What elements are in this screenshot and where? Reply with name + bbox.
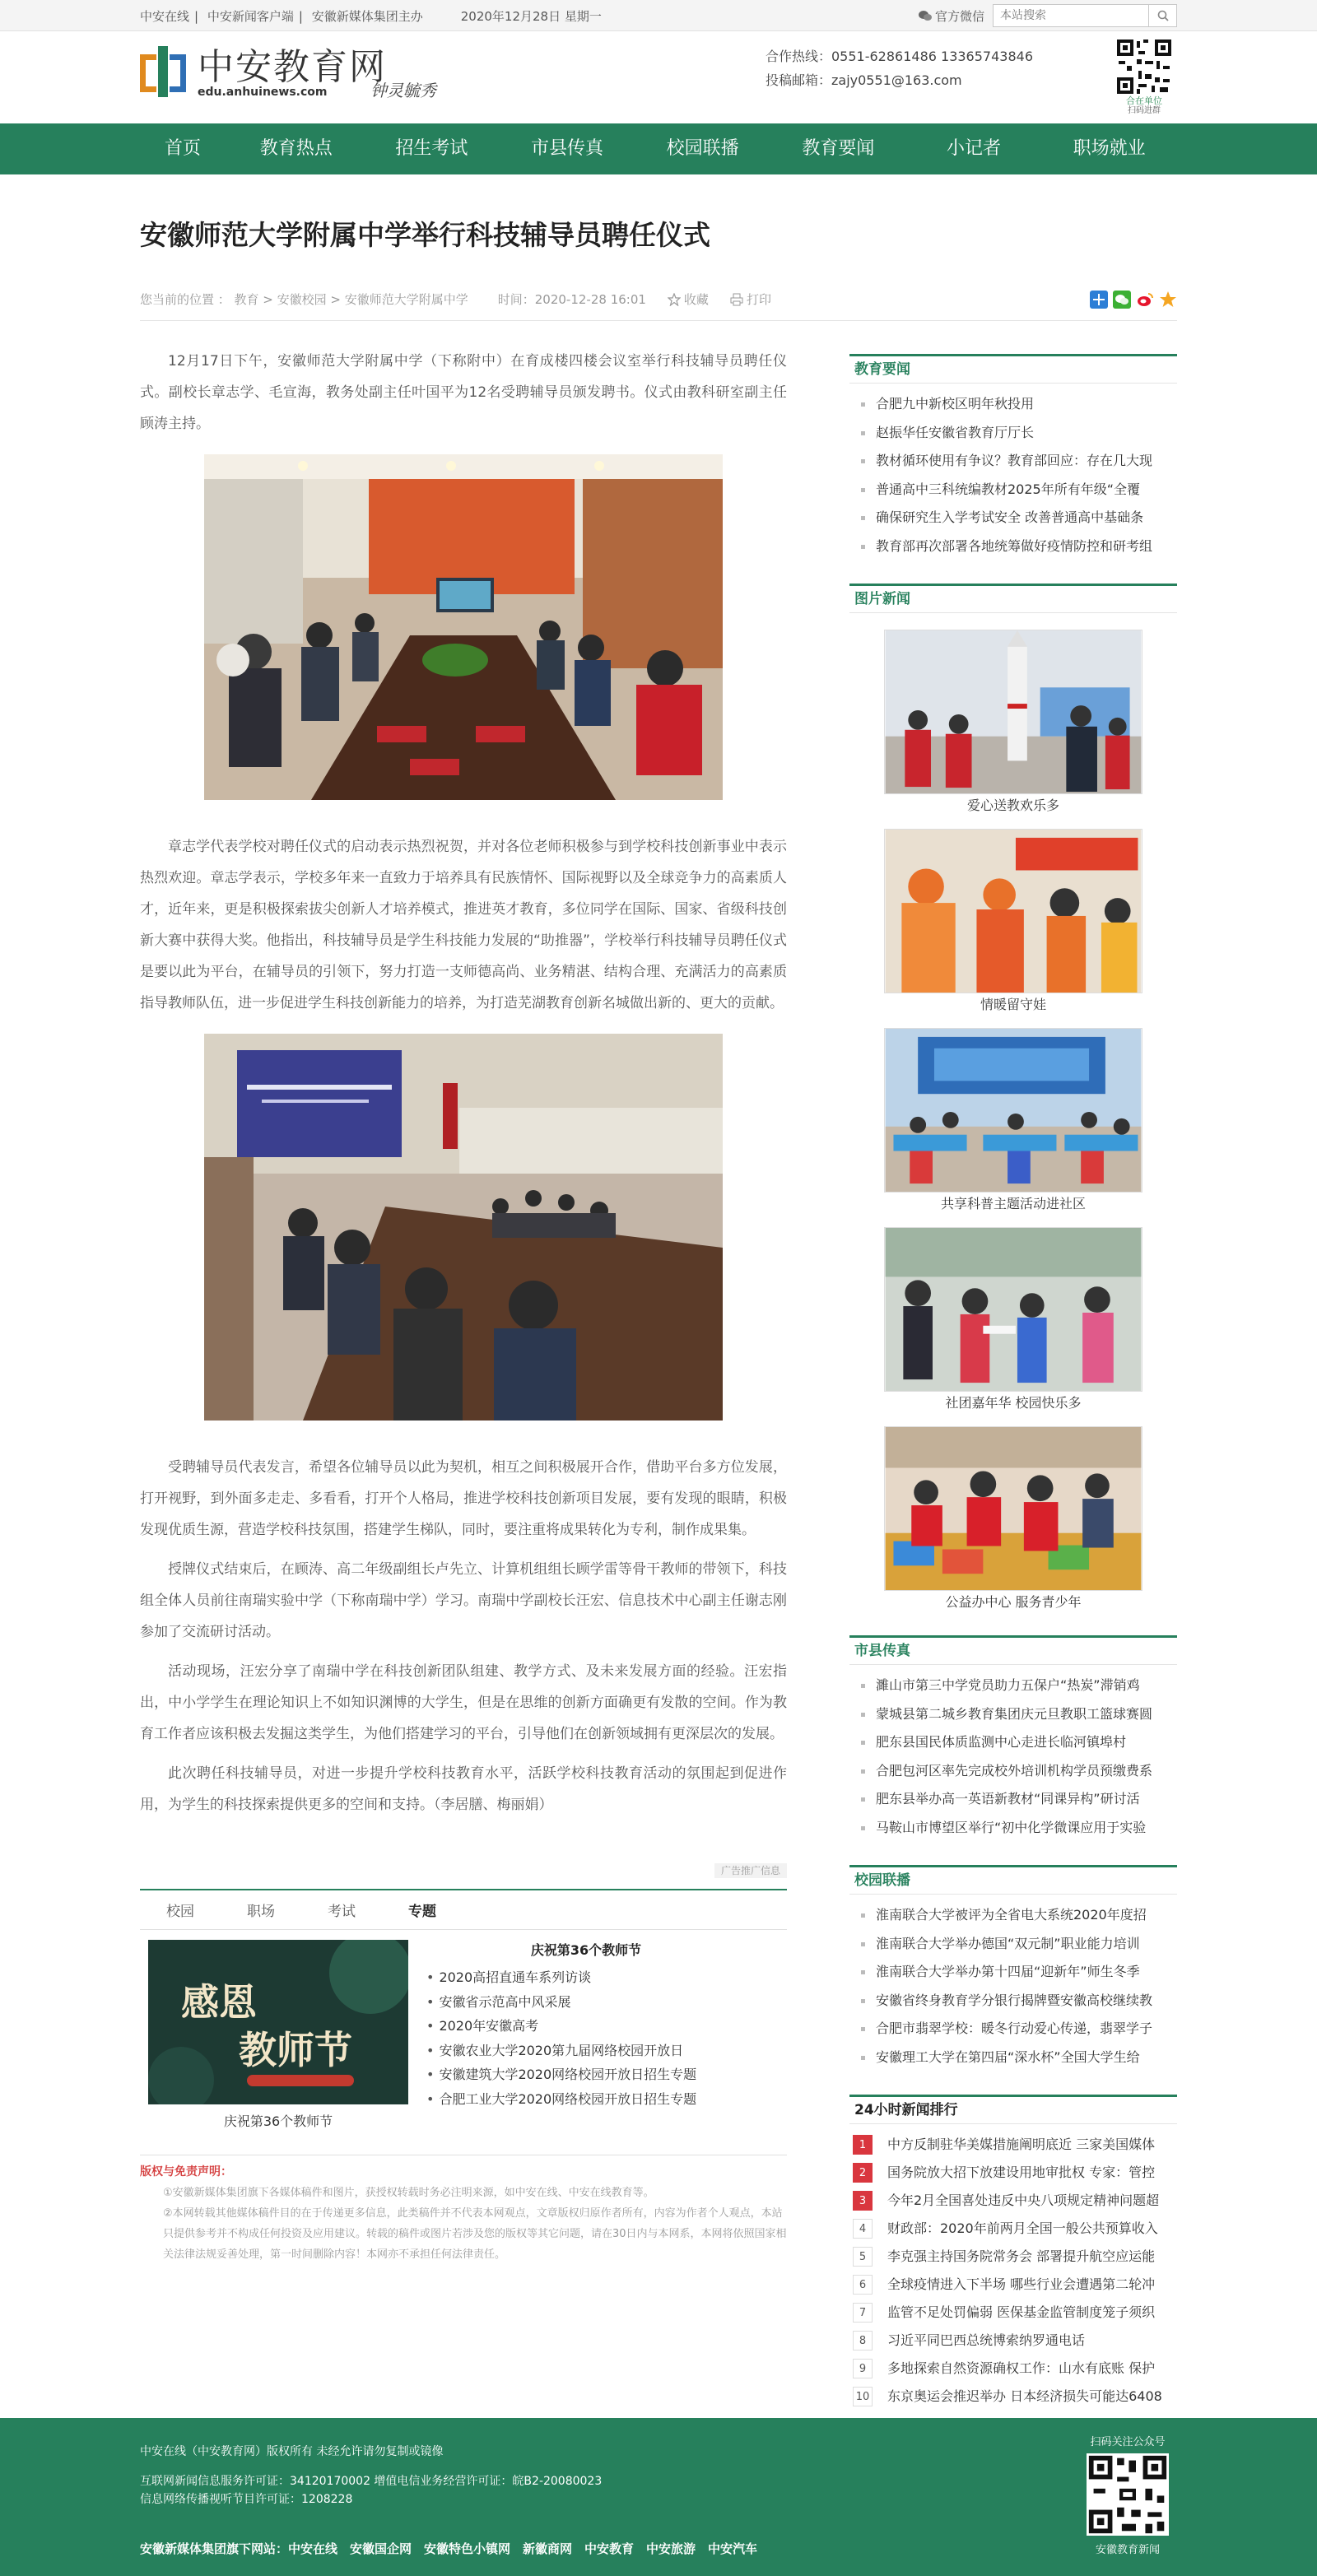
photo-book-reading [884,1426,1142,1591]
footer-qr [1078,2433,1177,2556]
photo-news-item[interactable] [884,1028,1142,1214]
share-weibo-icon[interactable] [1136,291,1154,309]
rank-item[interactable] [849,2131,1177,2159]
article-column [140,346,787,2434]
copyright-notice [140,2155,787,2265]
photo-caption: 共享科普主题活动进社区 [940,1196,1086,1211]
top-link-client[interactable]: 中安新闻客户端 [207,8,294,24]
qr-caption-2: 扫码进群 [1128,106,1161,115]
wechat-icon [919,10,932,21]
rank-item[interactable] [849,2299,1177,2327]
rank-number: 4 [853,2219,873,2239]
nav-county[interactable]: 市县传真 [531,138,604,159]
rank-text: 国务院放大招下放建设用地审批权 专家：管控 [887,2164,1156,2180]
print-icon [730,293,743,306]
special-image-caption: 庆祝第36个教师节 [223,2113,333,2129]
article-paragraph: 章志学代表学校对聘任仪式的启动表示热烈祝贺，并对各位老师积极参与到学校科技创新事业中表示热烈欢迎。章志学表示，学校多年来一直致力于培养具有民族情怀、国际视野以及全球竞争力的高素质人才，近年来，更是积极探索拔尖创新人才培养模式，推进英才教育，多位同学在国际、国家、省级科技创新大赛中获得大奖。他指出，科技辅导员是学生科技能力发展的“助推器”，学校举行科技辅导员聘任仪式是要以此为平台，在辅导员的引领下，努力打造一支师德高尚、业务精湛、结构合理、充满活力的高素质指导教师队伍，进一步促进学生科技创新能力的培养，为打造芜湖教育创新名城做出新的、更大的贡献。 [140,839,787,1011]
print-button[interactable] [730,291,771,308]
list-item[interactable]: 淮南联合大学举办德国“双元制”职业能力培训 [859,1930,1177,1959]
photo-news-item[interactable] [884,1227,1142,1413]
meeting-photo-2 [204,1034,723,1421]
top-links [140,7,428,25]
footer-copyright: 中安在线（中安教育网）版权所有 未经允许请勿复制或镜像 [140,2445,444,2458]
rank-number: 1 [853,2135,873,2155]
list-item[interactable]: • 安徽农业大学2020第九届网络校园开放日 [426,2039,779,2063]
main-nav [0,123,1317,174]
campus-news-title[interactable]: 校园联播 [849,1865,1177,1895]
share-favorite-icon[interactable] [1159,291,1177,309]
footer-sister-sites[interactable]: 安徽新媒体集团旗下网站：中安在线 安徽国企网 安徽特色小镇网 新徽商网 中安教育 中安旅游 中安汽车 [140,2541,758,2556]
campus-news-block [849,1865,1177,2071]
nav-news[interactable]: 教育要闻 [802,138,875,159]
photo-caption: 情暖留守娃 [980,997,1046,1012]
topic-tabs [140,1889,787,1930]
share-wechat-icon[interactable] [1113,291,1131,309]
footer-qr-bottom: 安徽教育新闻 [1095,2544,1160,2556]
list-item[interactable]: • 安徽省示范高中风采展 [426,1990,779,2015]
county-news-title[interactable]: 市县传真 [849,1635,1177,1665]
qr-code-icon [1087,2453,1169,2536]
list-item[interactable]: • 安徽建筑大学2020网络校园开放日招生专题 [426,2062,779,2087]
list-item[interactable]: 教育部再次部署各地统筹做好疫情防控和研考组 [859,532,1177,561]
list-item[interactable]: 淮南联合大学举办第十四届“迎新年”师生冬季 [859,1958,1177,1987]
weixin-link[interactable] [919,7,984,25]
list-item[interactable]: • 2020高招直通车系列访谈 [426,1965,779,1990]
rank-text: 习近平同巴西总统博索纳罗通电话 [887,2332,1086,2348]
banner-title-2: 教师节 [239,2028,352,2072]
rank-number: 8 [853,2331,873,2350]
list-item[interactable]: 安徽理工大学在第四届“深水杯”全国大学生给 [859,2044,1177,2072]
rank-text: 中方反制驻华美媒措施阐明底近 三家美国媒体 [887,2137,1156,2152]
rank-item[interactable] [849,2215,1177,2243]
search-button[interactable] [1148,5,1176,26]
rank-item[interactable] [849,2271,1177,2299]
nav-reporter[interactable]: 小记者 [946,138,1001,159]
qr-caption-1: 合在单位 [1126,95,1162,106]
logo-slogan: 钟灵毓秀 [370,81,436,100]
footer-license: 互联网新闻信息服务许可证：34120170002 增值电信业务经营许可证：皖B2-20080023 [140,2475,603,2488]
current-date: 2020年12月28日 星期一 [460,8,602,24]
rank-text: 今年2月全国喜处违反中央八项规定精神问题超 [887,2192,1160,2208]
photo-caption: 公益办中心 服务青少年 [945,1594,1082,1610]
photo-news-block [849,584,1177,1612]
rank-number: 3 [853,2191,873,2211]
rank-item[interactable] [849,2159,1177,2187]
logo-text: 中安教育网 [198,46,387,88]
list-item[interactable]: 肥东县举办高一英语新教材“同课异构”研讨活 [859,1785,1177,1814]
share-plus-icon[interactable] [1090,291,1108,309]
list-item[interactable]: 肥东县国民体质监测中心走进长临河镇埠村 [859,1728,1177,1757]
special-list [426,1940,779,2130]
weixin-label: 官方微信 [934,8,984,24]
contact-info [766,44,1033,92]
nav-home[interactable]: 首页 [165,138,202,159]
rank-number: 5 [853,2247,873,2267]
logo-mark-icon [140,46,191,97]
photo-rocket-classroom [884,630,1142,794]
rank-number: 2 [853,2163,873,2183]
print-label: 打印 [746,292,771,307]
photo-caption: 社团嘉年华 校园快乐多 [945,1395,1082,1411]
rank-item[interactable] [849,2355,1177,2383]
article-paragraph: 受聘辅导员代表发言，希望各位辅导员以此为契机，相互之间积极展开合作，借助平台多方位发展，打开视野，到外面多走走、多看看，打开个人格局，推进学校科技创新项目发展，要有发现的眼睛，积极发现优质生源，营造学校科技氛围，搭建学生梯队，同时，要注重将成果转化为专利，制作成果集。 [140,1459,787,1538]
header-qr [1111,38,1177,116]
breadcrumb[interactable]: 您当前的位置 ： 教育 > 安徽校园 > 安徽师范大学附属中学 [140,292,468,307]
tab-exam[interactable]: 考试 [328,1904,356,1920]
rank-title: 24小时新闻排行 [849,2095,1177,2124]
photo-club-fair [884,1227,1142,1392]
special-image-card[interactable] [148,1940,408,2130]
article-paragraph: 此次聘任科技辅导员，对进一步提升学校科技教育水平，活跃学校科技教育活动的氛围起到促进作用，为学生的科技探索提供更多的空间和支持。（李居膳、梅丽娟） [140,1765,787,1813]
logo-url: edu.anhuinews.com [198,86,328,99]
list-item[interactable]: 合肥市翡翠学校：暖冬行动爱心传递，翡翠学子 [859,2015,1177,2044]
edu-news-block [849,354,1177,560]
top-bar [0,0,1317,31]
divider: | [194,8,199,24]
special-heading[interactable]: 庆祝第36个教师节 [530,1942,642,1958]
meeting-photo-1 [204,454,723,800]
top-link-group[interactable]: 安徽新媒体集团主办 [311,8,423,24]
list-item[interactable]: • 2020年安徽高考 [426,2014,779,2039]
footer-license-2: 信息网络传播视听节目许可证：1208228 [140,2493,353,2506]
tab-campus[interactable]: 校园 [166,1904,194,1920]
article-title: 安徽师范大学附属中学举行科技辅导员聘任仪式 [140,219,710,251]
favorite-button[interactable] [668,291,709,308]
article-meta [140,278,1177,321]
list-item[interactable]: 教材循环使用有争议？教育部回应：存在几大现 [859,447,1177,476]
list-item[interactable]: 淮南联合大学被评为全省电大系统2020年度招 [859,1901,1177,1930]
copyright-title: 版权与免责声明： [140,2165,232,2178]
share-bar [1090,291,1177,309]
list-item[interactable]: 濉山市第三中学党员助力五保户“热炭”滞销鸡 [859,1672,1177,1700]
list-item[interactable]: 普通高中三科统编教材2025年所有年级“全覆 [859,476,1177,505]
list-item[interactable]: 赵振华任安徽省教育厅厅长 [859,419,1177,448]
rank-item[interactable] [849,2243,1177,2271]
star-icon [668,293,681,306]
ad-label [140,1863,787,1879]
rank-item[interactable] [849,2383,1177,2411]
nav-hot[interactable]: 教育热点 [259,138,333,159]
article-paragraph: 活动现场，汪宏分享了南瑞中学在科技创新团队组建、教学方式、及未来发展方面的经验。汪宏指出，中小学学生在理论知识上不如知识渊博的大学生，但是在思维的创新方面确更有发散的空间。作为教育工作者应该积极去发掘这类学生，为他们搭建学习的平台，引导他们在创新领域拥有更深层次的发展。 [140,1663,787,1742]
list-item[interactable]: 安徽省终身教育学分银行揭牌暨安徽高校继续教 [859,1987,1177,2016]
rank-number: 6 [853,2275,873,2295]
site-header [0,31,1317,123]
top-link-zhongan[interactable]: 中安在线 [140,8,190,24]
county-news-block [849,1635,1177,1842]
rank-block [849,2095,1177,2411]
rank-item[interactable] [849,2187,1177,2215]
rank-text: 全球疫情进入下半场 哪些行业会遭遇第二轮冲 [887,2276,1156,2292]
teachers-day-banner [148,1940,408,2104]
favorite-label: 收藏 [683,292,709,307]
site-logo[interactable] [140,46,436,100]
list-item[interactable]: 蒙城县第二城乡教育集团庆元旦教职工篮球赛圆 [859,1700,1177,1729]
photo-news-item[interactable] [884,1426,1142,1612]
qr-code-icon [1115,38,1173,95]
article-paragraph: 12月17日下午，安徽师范大学附属中学（下称附中）在育成楼四楼会议室举行科技辅导员聘任仪式。副校长章志学、毛宣海，教务处副主任叶国平为12名受聘辅导员颁发聘书。仪式由教科研室副主任顾涛主持。 [140,353,787,432]
rank-text: 财政部：2020年前两月全国一般公共预算收入 [887,2220,1158,2236]
nav-campus[interactable]: 校园联播 [666,138,739,159]
rank-number: 7 [853,2303,873,2323]
photo-news-title[interactable]: 图片新闻 [849,584,1177,613]
special-topic [140,1930,787,2130]
search-input[interactable] [994,5,1148,26]
tab-career[interactable]: 职场 [247,1904,275,1920]
rank-text: 监管不足处罚偏弱 医保基金监管制度笼子须织 [887,2304,1156,2320]
copyright-line: ②本网转载其他媒体稿件目的在于传递更多信息，此类稿件并不代表本网观点，文章版权归原作者所有，内容为作者个人观点，本站只提供参考并不构成任何投资及应用建议。转载的稿件或图片若涉及您的版权等其它问题，请在30日内与本网系，本网将依照国家相关法律法规妥善处理，第一时间删除内容！本网亦不承担任何法律责任。 [163,2207,787,2261]
nav-career[interactable]: 职场就业 [1073,138,1146,159]
footer-qr-top: 扫码关注公众号 [1090,2436,1166,2448]
copyright-line: ①安徽新媒体集团旗下各媒体稿件和图片，获授权转载时务必注明来源，如中安在线、中安在线教育等。 [163,2187,654,2199]
rank-number: 10 [853,2387,873,2406]
photo-volunteers [884,829,1142,993]
photo-science-class [884,1028,1142,1193]
publish-time: 时间：2020-12-28 16:01 [497,292,646,307]
hotline: 合作热线：0551-62861486 13365743846 [766,49,1033,64]
list-item[interactable]: 确保研究生入学考试安全 改善普通高中基础条 [859,504,1177,532]
photo-news-item[interactable] [884,630,1142,816]
submit-email: 投稿邮箱：zajy0551@163.com [766,72,962,88]
search-box [993,4,1177,27]
list-item[interactable]: • 合肥工业大学2020网络校园开放日招生专题 [426,2087,779,2112]
divider: | [298,8,303,24]
banner-title-1: 感恩 [181,1980,257,2025]
search-icon [1157,10,1169,21]
edu-news-title[interactable]: 教育要闻 [849,354,1177,384]
tab-special[interactable]: 专题 [408,1904,436,1920]
ad-text: 广告推广信息 [714,1863,787,1878]
list-item[interactable]: 合肥包河区率先完成校外培训机构学员预缴费系 [859,1757,1177,1786]
site-footer [0,2418,1317,2576]
rank-item[interactable] [849,2327,1177,2355]
list-item[interactable]: 合肥九中新校区明年秋投用 [859,390,1177,419]
rank-text: 李克强主持国务院常务会 部署提升航空应运能 [887,2248,1156,2264]
article-paragraph: 授牌仪式结束后，在顾涛、高二年级副组长卢先立、计算机组组长顾学雷等骨干教师的带领下，科技组全体人员前往南瑞实验中学（下称南瑞中学）学习。南瑞中学副校长汪宏、信息技术中心副主任谢志刚参加了交流研讨活动。 [140,1561,787,1640]
photo-caption: 爱心送教欢乐多 [966,797,1059,813]
article-body [140,346,787,1820]
list-item[interactable]: 马鞍山市博望区举行“初中化学微课应用于实验 [859,1814,1177,1843]
rank-number: 9 [853,2359,873,2378]
photo-news-item[interactable] [884,829,1142,1015]
rank-text: 多地探索自然资源确权工作：山水有底账 保护 [887,2360,1156,2376]
nav-exam[interactable]: 招生考试 [395,138,468,159]
sidebar [849,354,1177,2434]
rank-text: 东京奥运会推迟举办 日本经济损失可能达6408 [887,2388,1162,2404]
